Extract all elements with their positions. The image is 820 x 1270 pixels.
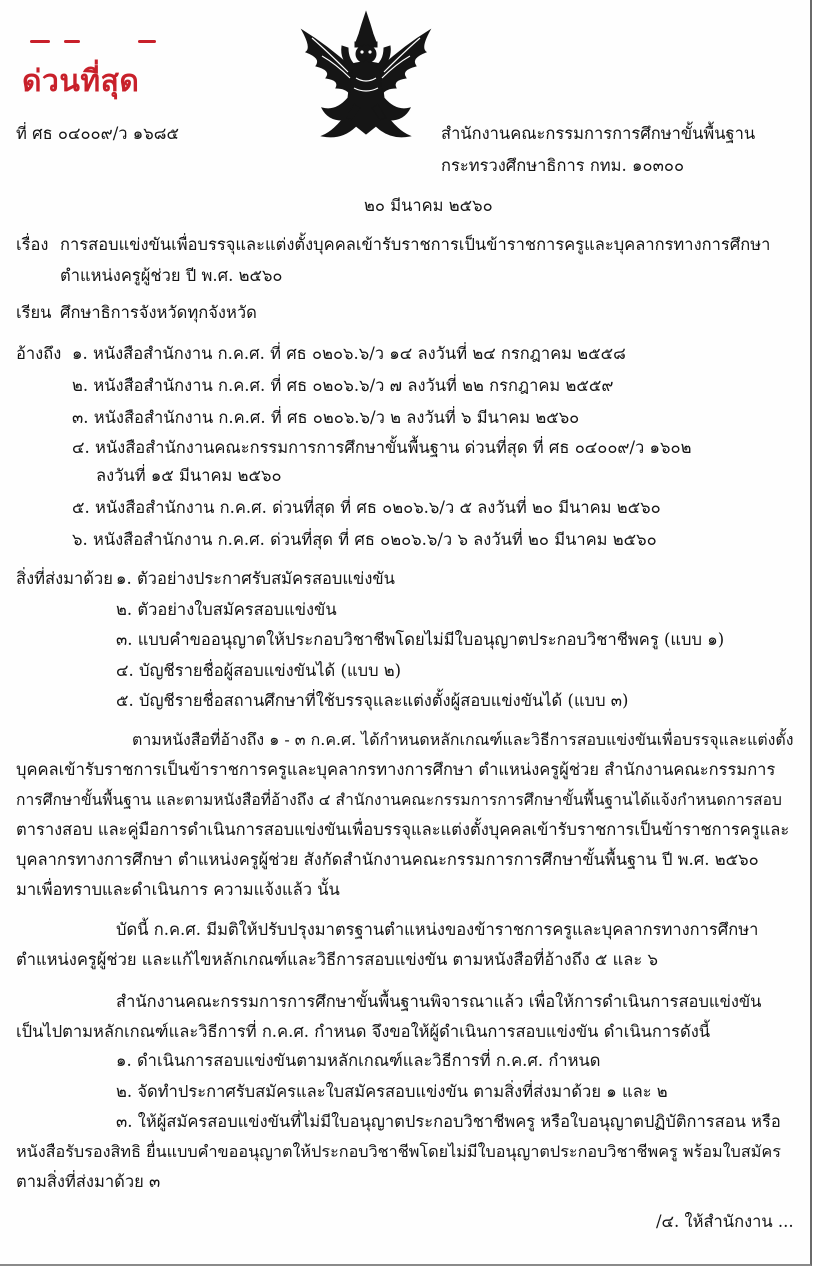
paragraph-line: ตามสิ่งที่ส่งมาด้วย ๓ [16, 1172, 161, 1191]
stamp-mark [64, 40, 80, 43]
body-paragraph-2 [16, 915, 794, 975]
enclosure-item: ๓. แบบคำขออนุญาตให้ประกอบวิชาชีพโดยไม่มีใบอนุญาตประกอบวิชาชีพครู (แบบ ๑) [116, 630, 725, 649]
paragraph-line: บุคคลเข้ารับราชการเป็นข้าราชการครูและบุคลากรทางการศึกษา ตำแหน่งครูผู้ช่วย สำนักงานคณะกรรมการ [16, 760, 776, 779]
garuda-emblem-icon [292, 8, 440, 146]
reference-item: ๔. หนังสือสำนักงานคณะกรรมการการศึกษาขั้นพื้นฐาน ด่วนที่สุด ที่ ศธ ๐๔๐๐๙/ว ๑๖๐๒ [72, 438, 692, 457]
enclosure-item: ๑. ตัวอย่างประกาศรับสมัครสอบแข่งขัน [116, 569, 395, 588]
body-paragraph-1 [16, 725, 794, 905]
paragraph-line: มาเพื่อทราบและดำเนินการ ความแจ้งแล้ว นั้น [16, 880, 340, 899]
references-label: อ้างถึง [16, 344, 62, 363]
urgent-stamp: ด่วนที่สุด [22, 64, 140, 99]
enclosure-item: ๒. ตัวอย่างใบสมัครสอบแข่งขัน [116, 600, 337, 619]
paragraph-line: หนังสือรับรองสิทธิ ยื่นแบบคำขออนุญาตให้ประกอบวิชาชีพโดยไม่มีใบอนุญาตประกอบวิชาชีพครู พร้อมใบสมัคร [16, 1142, 781, 1161]
enclosure-item: ๕. บัญชีรายชื่อสถานศึกษาที่ใช้บรรจุและแต่งตั้งผู้สอบแข่งขันได้ (แบบ ๓) [116, 691, 629, 710]
document-number: ที่ ศธ ๐๔๐๐๙/ว ๑๖๘๕ [16, 124, 179, 143]
step-item: ๒. จัดทำประกาศรับสมัครและใบสมัครสอบแข่งขัน ตามสิ่งที่ส่งมาด้วย ๑ และ ๒ [116, 1082, 668, 1101]
paragraph-line: สำนักงานคณะกรรมการการศึกษาขั้นพื้นฐานพิจารณาแล้ว เพื่อให้การดำเนินการสอบแข่งขัน [116, 992, 762, 1011]
enclosure-item: ๔. บัญชีรายชื่อผู้สอบแข่งขันได้ (แบบ ๒) [116, 661, 402, 680]
office-name: สำนักงานคณะกรรมการการศึกษาขั้นพื้นฐาน [441, 124, 756, 143]
reference-item: ๒. หนังสือสำนักงาน ก.ค.ศ. ที่ ศธ ๐๒๐๖.๖/ว ๗ ลงวันที่ ๒๒ กรกฎาคม ๒๕๕๙ [72, 376, 614, 395]
recipient: ศึกษาธิการจังหวัดทุกจังหวัด [60, 303, 257, 322]
reference-item: ๖. หนังสือสำนักงาน ก.ค.ศ. ด่วนที่สุด ที่ ศธ ๐๒๐๖.๖/ว ๖ ลงวันที่ ๒๐ มีนาคม ๒๕๖๐ [72, 530, 657, 549]
office-address: กระทรวงศึกษาธิการ กทม. ๑๐๓๐๐ [441, 156, 685, 175]
enclosures-label: สิ่งที่ส่งมาด้วย [16, 569, 113, 588]
step-item-3 [16, 1107, 794, 1197]
stamp-mark [138, 40, 156, 43]
subject-line-2: ตำแหน่งครูผู้ช่วย ปี พ.ศ. ๒๕๖๐ [60, 266, 283, 285]
recipient-label: เรียน [16, 303, 52, 322]
step-item: ๑. ดำเนินการสอบแข่งขันตามหลักเกณฑ์และวิธีการที่ ก.ค.ศ. กำหนด [116, 1051, 601, 1070]
paragraph-line: บัดนี้ ก.ค.ศ. มีมติให้ปรับปรุงมาตรฐานตำแหน่งของข้าราชการครูและบุคลากรทางการศึกษา [116, 920, 759, 939]
paragraph-line: การศึกษาขั้นพื้นฐาน และตามหนังสือที่อ้างถึง ๔ สำนักงานคณะกรรมการการศึกษาขั้นพื้นฐานได้แจ้งกำหนดการสอบ [16, 791, 782, 809]
document-date: ๒๐ มีนาคม ๒๕๖๐ [364, 196, 493, 215]
reference-item: ๓. หนังสือสำนักงาน ก.ค.ศ. ที่ ศธ ๐๒๐๖.๖/ว ๒ ลงวันที่ ๖ มีนาคม ๒๕๖๐ [72, 408, 580, 427]
reference-item: ๕. หนังสือสำนักงาน ก.ค.ศ. ด่วนที่สุด ที่ ศธ ๐๒๐๖.๖/ว ๕ ลงวันที่ ๒๐ มีนาคม ๒๕๖๐ [72, 498, 661, 517]
paragraph-line: ตำแหน่งครูผู้ช่วย และแก้ไขหลักเกณฑ์และวิธีการสอบแข่งขัน ตามหนังสือที่อ้างถึง ๕ และ ๖ [16, 950, 658, 969]
paragraph-line: เป็นไปตามหลักเกณฑ์และวิธีการที่ ก.ค.ศ. กำหนด จึงขอให้ผู้ดำเนินการสอบแข่งขัน ดำเนินการดังนี้ [16, 1022, 711, 1041]
paragraph-line: บุคลากรทางการศึกษา ตำแหน่งครูผู้ช่วย สังกัดสำนักงานคณะกรรมการการศึกษาขั้นพื้นฐาน ปี พ.ศ. ๒๕๖๐ [16, 850, 759, 869]
subject-line-1: การสอบแข่งขันเพื่อบรรจุและแต่งตั้งบุคคลเข้ารับราชการเป็นข้าราชการครูและบุคลากรทางการศึกษา [60, 235, 771, 254]
stamp-mark [30, 40, 50, 43]
paragraph-line: ตารางสอบ และคู่มือการดำเนินการสอบแข่งขันเพื่อบรรจุและแต่งตั้งบุคคลเข้ารับราชการเป็นข้าราชการครูและ [16, 820, 790, 839]
paragraph-line: ๓. ให้ผู้สมัครสอบแข่งขันที่ไม่มีใบอนุญาตประกอบวิชาชีพครู หรือใบอนุญาตปฏิบัติการสอน หรือ [116, 1112, 781, 1131]
continued-note: /๔. ให้สำนักงาน ... [656, 1212, 794, 1231]
reference-item-continued: ลงวันที่ ๑๕ มีนาคม ๒๕๖๐ [96, 466, 282, 485]
paragraph-line: ตามหนังสือที่อ้างถึง ๑ - ๓ ก.ค.ศ. ได้กำหนดหลักเกณฑ์และวิธีการสอบแข่งขันเพื่อบรรจุและแต่งตั้ง [132, 730, 794, 749]
subject-label: เรื่อง [16, 235, 49, 254]
reference-item: ๑. หนังสือสำนักงาน ก.ค.ศ. ที่ ศธ ๐๒๐๖.๖/ว ๑๔ ลงวันที่ ๒๔ กรกฎาคม ๒๕๕๘ [72, 344, 626, 363]
body-paragraph-3 [16, 987, 794, 1047]
